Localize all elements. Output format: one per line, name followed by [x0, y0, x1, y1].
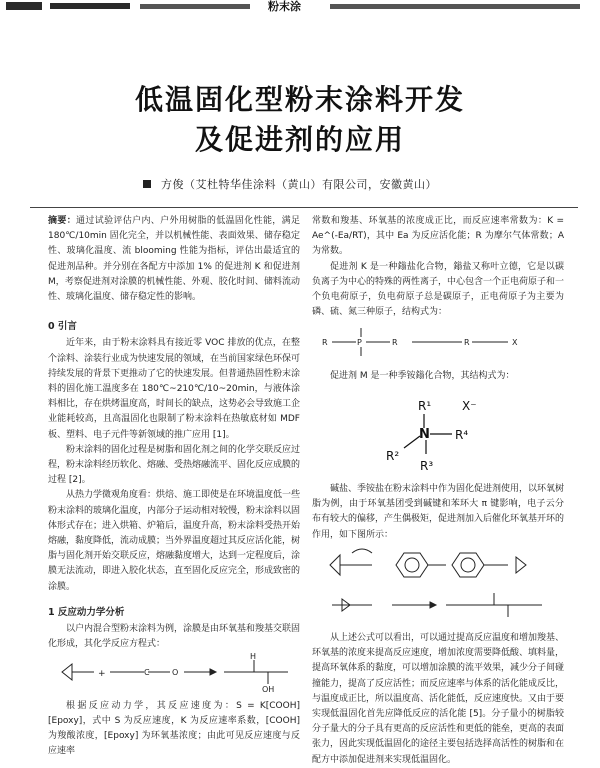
ring-opening-mechanism: [312, 543, 564, 625]
abstract: [48, 214, 300, 305]
atom-label: X⁻: [462, 398, 477, 413]
intro-paragraph-2: 粉末涂料的固化过程是树脂和固化剂之间的化学交联反应过程，粉末涂料经历软化、熔融、受热熔融流平、固化反应成膜的过程 [2]。: [48, 444, 301, 486]
left-column: [48, 214, 300, 760]
bullet-square-icon: [143, 180, 151, 188]
header-journal-fragment: [140, 4, 250, 9]
intro-paragraph-1: 近年来，由于粉末涂料具有接近零 VOC 排放的优点，在整个涂料、涂装行业成为快速发展的领域，在当前国家绿色环保可持续发展的背景下更推动了它的快速发展。但普通热固性粉末涂料的固化施工温度多在 180℃~210℃/10~20min，与液体涂料相比，存在烘烤温度高，时间长的缺点，这势必会导致施工企业能耗较高，且高温固化也限制了粉末涂料在热敏底材如 MDF 板、塑料、电子元件等新领域的推广应用 [1]。: [48, 338, 301, 440]
intro-paragraph-3: 从热力学微观角度看：烘焙、施工即使是在环境温度低一些粉末涂料的玻璃化温度，内部分子运动相对较慢，粉末涂料以固体形式存在；进入烘箱、炉箱后，温度升高，粉末涂料受热开始熔融，黏度降低，流动成膜；当外界温度超过其反应活化能，树脂与固化剂开始交联反应，熔融黏度增大，达到一定程度后，涂膜无法流动，即进入胶化状态，直至固化反应完全，形成致密的涂膜。: [48, 490, 301, 592]
atom-label: R²: [386, 448, 400, 463]
section-heading-kinetics: 1 反应动力学分析: [48, 606, 125, 618]
eq-label: H: [250, 652, 257, 662]
running-header: [0, 0, 600, 16]
epoxy-ring: [62, 664, 72, 680]
atom-label: P: [357, 338, 362, 348]
byline: [143, 176, 437, 192]
conclusion-paragraph: 从上述公式可以看出，可以通过提高反应温度和增加羧基、环氧基的浓度来提高反应速度，增加浓度需要降低酸、填料量，提高环氧体系的黏度，可以增加涂膜的流平效果，减少分子间碰撞能力，提高了反应活性；而反应速率与体系的活化能成反比，与温度成正比，所以温度高、活化能低，反应速度快。又由于要实现低温固化首先应降低反应的活化能 [5]。分子量小的树脂较分子量大的分子具有更高的反应活性和更低的能垒，更高的表面张力，因此实现低温固化的途径主要包括选择高活性的树脂和在配方中添加促进剂来实现低温固化。: [312, 633, 565, 765]
kinetics-paragraph-1: 以户内混合型粉末涂料为例，涂膜是由环氧基和羧基交联固化形成，其化学反应方程式：: [48, 624, 301, 650]
rate-constant-paragraph: 常数和羧基、环氧基的浓度成正比，而反应速率常数为：K = Ae^(-Ea/RT)，其中 Ea 为反应活化能；R 为摩尔气体常数；A 为常数。: [312, 216, 564, 257]
promoter-k-paragraph: 促进剂 K 是一种鎓盐化合物，鎓盐又称叶立德，它是以碳负离子为中心的特殊的两性离子，中心包含一个正电荷原子和一个负电荷原子，负电荷原子总是碳原子，正电荷原子为主要为磷、硫、氮三种原子，结构式为：: [312, 261, 565, 318]
atom-label: R⁴: [455, 427, 469, 442]
promoter-k-structure: [312, 320, 564, 362]
kinetics-paragraph-2: 根据反应动力学，其反应速度为：S = K[COOH][Epoxy]，式中 S 为反应速度，K 为反应速率系数，[COOH] 为羧酸浓度，[Epoxy] 为环氧基浓度；由此可见反应速度与反应速率: [48, 700, 300, 757]
divider: [30, 207, 578, 208]
catalysis-paragraph: 碱盐、季铵盐在粉末涂料中作为固化促进剂使用，以环氧树脂为例，由于环氧基团受到碱键和苯环大 π 键影响，电子云分布有较大的偏移，产生偶极矩，促进剂加入后催化环氧基开环的作用，如下图所示：: [312, 484, 565, 540]
promoter-m-structure: [312, 384, 564, 476]
header-ink-block: [330, 4, 580, 9]
header-ink-block: [50, 3, 130, 9]
article-title-line1: 低温固化型粉末涂料开发: [134, 83, 465, 116]
article-title-line2: 及促进剂的应用: [194, 123, 405, 156]
atom-label: R¹: [418, 398, 432, 413]
atom-label: R: [322, 338, 328, 348]
abstract-label: 摘要：: [48, 216, 77, 226]
byline-text: 方俊（艾杜特华佳涂料（黄山）有限公司，安徽黄山）: [161, 178, 437, 191]
section-heading-intro: 0 引言: [48, 321, 77, 333]
promoter-m-paragraph: 促进剂 M 是一种季铵鎓化合物，其结构式为：: [330, 370, 515, 381]
atom-label: R: [464, 338, 470, 348]
eq-label: OH: [262, 685, 275, 693]
eq-label: O: [172, 668, 179, 678]
crosslink-reaction-equation: [48, 652, 300, 692]
atom-label: R³: [420, 458, 434, 473]
atom-label: N: [419, 426, 430, 442]
header-ink-block: [6, 2, 42, 10]
right-column: [312, 214, 564, 768]
abstract-text: 通过试验评估户内、户外用树脂的低温固化性能，满足 180℃/10min 固化完全，并以机械性能、表面效果、储存稳定性、玻璃化温度、流 blooming 性能为指标，评估出最适宜的促进剂品种。并分别在各配方中添加 1% 的促进剂 K 和促进剂 M，考察促进剂对涂膜的机械性能、外观、胶化时间、储料流动性、玻璃化温度、储存稳定性的影响。: [48, 216, 300, 303]
atom-label: R: [392, 338, 398, 348]
eq-label: C: [144, 668, 150, 678]
svg-text:+: +: [98, 669, 106, 680]
header-magazine-fragment: 粉末涂: [268, 0, 301, 13]
atom-label: X: [512, 338, 518, 348]
